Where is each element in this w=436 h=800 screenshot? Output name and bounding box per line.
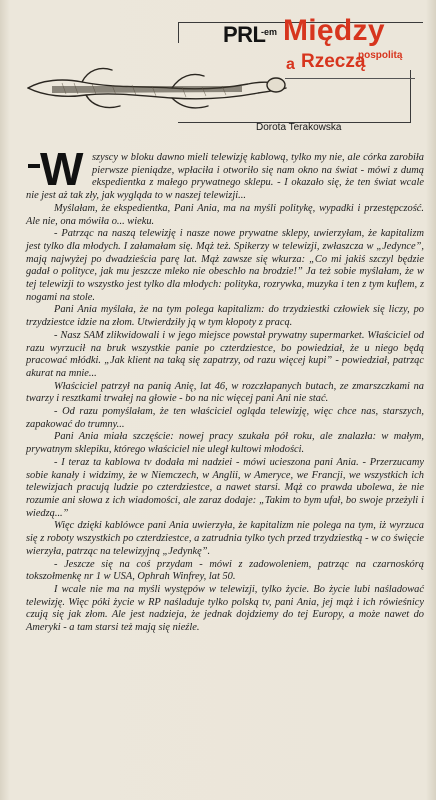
paragraph: Pani Ania myślała, że na tym polega kapitalizm: do trzydziestki człowiek się liczy, po trzydziestce idzie na złom. Utwierdziły ją w tym kłopoty z pracą. [26, 304, 424, 329]
title-em: -em [261, 27, 278, 37]
lead-text: szyscy w bloku dawno mieli telewizję kablową, tylko my nie, ale córka zarobiła pierwsze pieniądze, wpłaciła i otworiło się nam okno na świat - mówi z dumą ekspedientka z małego prywatnego sklepu. - I okazało się, że ten świat wcale nie jest aż tak zły, jak wygląda to w naszej telewizji... [26, 152, 424, 202]
paragraph: - I teraz ta kablowa tv dodała mi nadziei - mówi ucieszona pani Ania. - Przerzucamy sobie kanały i widzimy, że w Niemczech, w Anglii, w Ameryce, we Francji, we wszystkich ich telewizjach pracują ludzie po czterdziestce, a nawet starsi. Mąż co prawda ubolewa, że nie rozumie ani słowa z ich wiadomości, ale zaraz dodaje: „Takim to bym ufał, bo swoje przeżyli i wiedzą...” [26, 456, 424, 519]
paragraph: - Jeszcze się na coś przydam - mówi z zadowoleniem, patrząc na czarnoskórą tokszołmenkę nr 1 w USA, Ophrah Winfrey, lat 50. [26, 558, 424, 583]
lead-paragraph [26, 152, 424, 203]
article-body [26, 143, 424, 635]
drop-cap: W [40, 143, 84, 195]
lead-dash [28, 164, 40, 168]
paragraph: Więc dzięki kablówce pani Ania uwierzyła, że kapitalizm nie polega na tym, iż wyrzuca się z roboty wszystkich po czterdziestce, a zatrudnia tylko tych przed trzydziestką - w co święcie wierzyła, patrząc na telewizyjną „Jedynkę”. [26, 520, 424, 557]
paragraph: - Nasz SAM zlikwidowali i w jego miejsce powstał prywatny supermarket. Właściciel od razu wyrzucił na bruk wszystkie panie po czterdziestce, bo powiedział, że u niego będą pracować młódki. „Jak klient na taką się zapatrzy, od razu więcej kupi” - powiedział, patrząc akurat na mnie... [26, 329, 424, 379]
title-rzecza: Rzeczą [301, 51, 366, 72]
title-underline [285, 78, 415, 79]
lying-figure-illustration [22, 58, 292, 118]
paragraph: I wcale nie ma na myśli występów w telewizji, tylko życie. Bo życie lubi naśladować telewizję. Więc póki życie w RP naśladuje tylko polską tv, pani Ania, jej mąż i ich rówieśnicy czują się jak złom. Ale jest nadzieja, że jednak dojdziemy do tej Europy, a może nawet do Ameryki - a tam starsi też mają się nieźle. [26, 583, 424, 634]
title-prl: PRL [223, 22, 266, 47]
author-byline: Dorota Terakowska [256, 122, 342, 133]
article-header [0, 0, 436, 150]
paragraph: Właściciel patrzył na panią Anię, lat 46, w rozczłapanych butach, ze zmarszczkami na twarzy i resztkami trwałej na głowie - bo na nic więcej pani Ani nie stać. [26, 380, 424, 405]
paragraph: - Patrząc na naszą telewizję i nasze nowe prywatne sklepy, uwierzyłam, że kapitalizm jest tylko dla młodych. I załamałam się. Mąż też. Spikerzy w telewizji, zwłaszcza w „Jedynce”, mają najwyżej po dwadzieścia parę lat. Mąż zawsze się wkurza: „Co mi jakiś szczyl będzie gadał o polityce, jak mu jeszcze mleko nie obeschło na brodzie!” Ja też sobie myślałam, że w tej telewizji to wszystko jest tylko dla młodych: polityka, rozrywka, muzyka i ten z tym kuflem, z nogami na stole. [26, 228, 424, 303]
paragraph: Pani Ania miała szczęście: nowej pracy szukała pół roku, ale znalazła: w małym, prywatnym sklepiku, którego właściciel nie uległ kultowi młodości. [26, 431, 424, 456]
lead-paragraph-wrap [26, 143, 424, 203]
title-a: a [286, 56, 295, 73]
title-pospolita: pospolitą [358, 50, 403, 61]
paragraph: Myślałam, że ekspedientka, Pani Ania, ma na myśli politykę, wypadki i przestępczość. Ale nie, ona mówiła o... wieku. [26, 202, 424, 227]
paragraph: - Od razu pomyślałam, że ten właściciel ogląda telewizję, więc chce nas, starszych, zapakować do trumny... [26, 406, 424, 430]
title-miedzy: Między [283, 14, 385, 47]
